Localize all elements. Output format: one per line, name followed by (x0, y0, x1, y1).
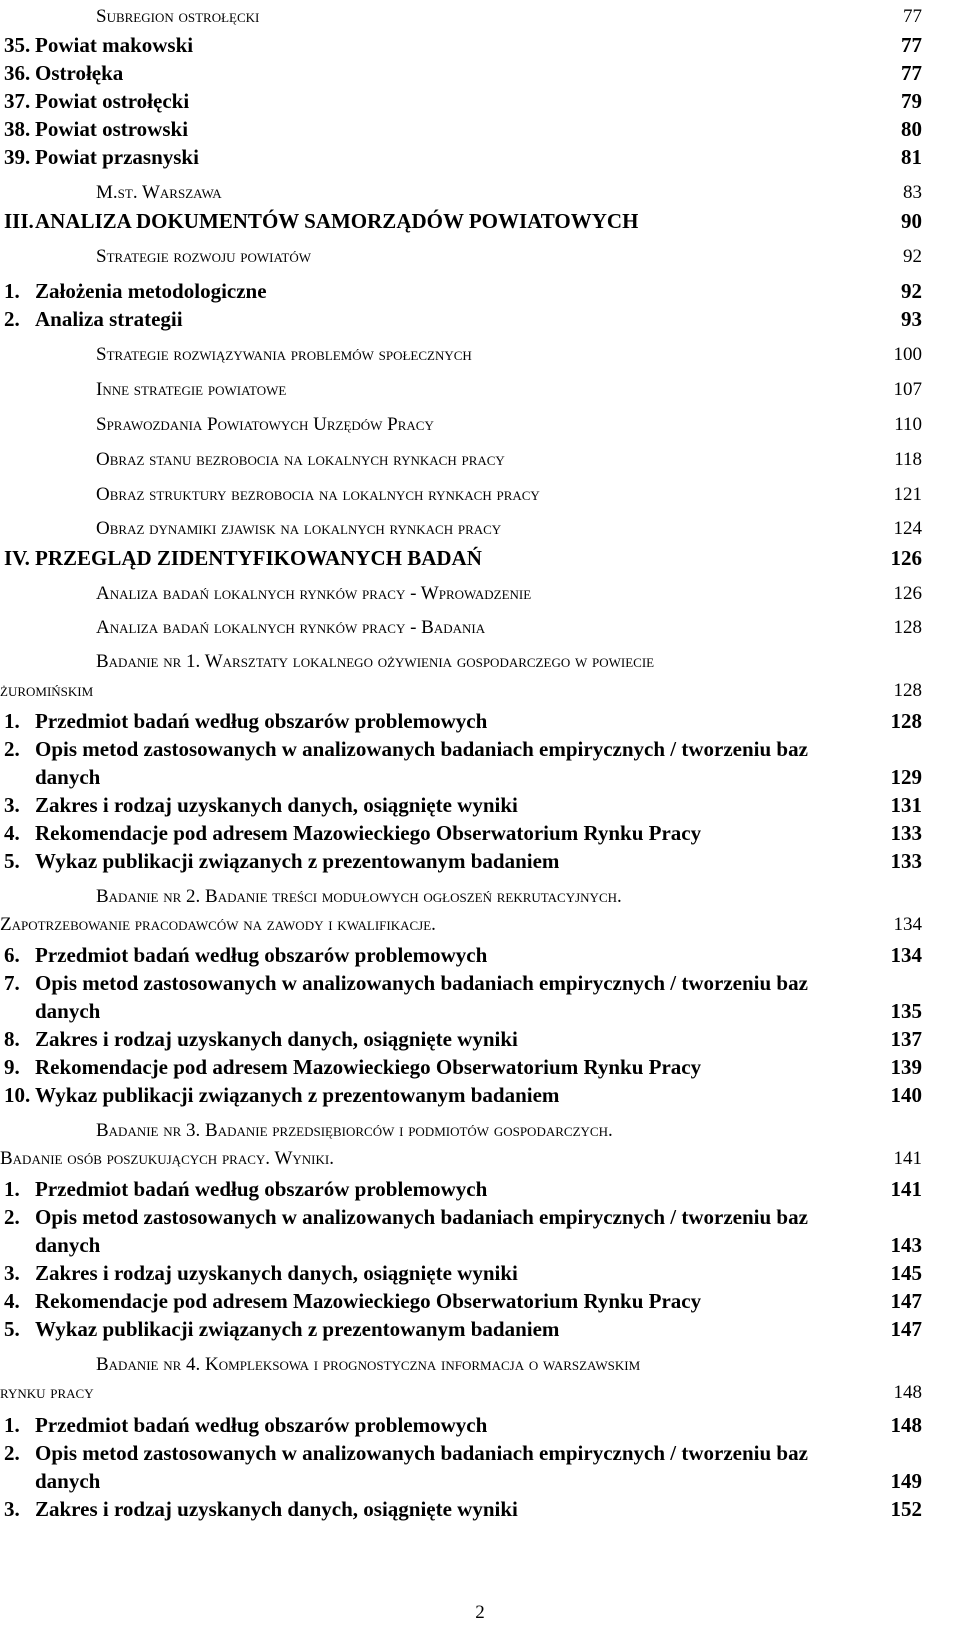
toc-entry-title: Założenia metodologiczne (35, 279, 267, 303)
toc-entry-number: IV. (4, 546, 30, 570)
toc-entry-title: Opis metod zastosowanych w analizowanych badaniach empirycznych / tworzeniu baz (35, 1441, 808, 1465)
toc-entry-title: ANALIZA DOKUMENTÓW SAMORZĄDÓW POWIATOWYCH (35, 209, 639, 233)
toc-entry[interactable] (0, 940, 960, 968)
toc-entry-page: 126 (893, 583, 922, 604)
toc-entry[interactable] (0, 1142, 960, 1170)
toc-entry[interactable] (0, 276, 960, 304)
toc-entry-title: Strategie rozwoju powiatów (96, 246, 312, 267)
toc-entry-title: rynku pracy (0, 1382, 94, 1403)
toc-entry[interactable] (0, 674, 960, 702)
toc-entry-title: Badanie osób poszukujących pracy. Wyniki. (0, 1148, 334, 1169)
toc-entry-page: 83 (903, 182, 922, 203)
toc-entry-title: Przedmiot badań według obszarów problemowych (35, 1413, 488, 1437)
toc-entry[interactable] (0, 1114, 960, 1142)
toc-entry-number: 5. (4, 1317, 20, 1341)
toc-entry-title: Opis metod zastosowanych w analizowanych badaniach empirycznych / tworzeniu baz (35, 1205, 808, 1229)
toc-entry[interactable] (0, 240, 960, 268)
toc-entry[interactable] (0, 478, 960, 506)
toc-entry[interactable] (0, 373, 960, 401)
toc-entry-page: 93 (901, 307, 922, 331)
toc-entry-number: 2. (4, 1441, 20, 1465)
toc-entry[interactable] (0, 1376, 960, 1404)
toc-entry-page: 121 (893, 484, 922, 505)
toc-entry-page: 134 (890, 943, 922, 967)
toc-entry-page: 79 (901, 89, 922, 113)
toc-entry[interactable] (0, 1466, 960, 1494)
toc-entry[interactable] (0, 734, 960, 762)
toc-entry-title: Zakres i rodzaj uzyskanych danych, osiągnięte wyniki (35, 793, 518, 817)
toc-entry[interactable] (0, 30, 960, 58)
toc-entry-title: żuromińskim (0, 680, 94, 701)
toc-entry-page: 141 (893, 1148, 922, 1169)
toc-entry-number: 2. (4, 307, 20, 331)
toc-entry[interactable] (0, 706, 960, 734)
toc-entry-page: 118 (894, 449, 922, 470)
toc-entry-title: Przedmiot badań według obszarów problemowych (35, 943, 488, 967)
toc-entry[interactable] (0, 577, 960, 605)
toc-entry[interactable] (0, 443, 960, 471)
toc-entry-number: 3. (4, 793, 20, 817)
toc-entry-number: 1. (4, 1413, 20, 1437)
toc-entry-page: 107 (893, 379, 922, 400)
toc-entry-page: 92 (901, 279, 922, 303)
toc-entry[interactable] (0, 512, 960, 540)
toc-entry[interactable] (0, 762, 960, 790)
toc-entry-title: Inne strategie powiatowe (96, 379, 287, 400)
toc-entry[interactable] (0, 1438, 960, 1466)
page-number-footer: 2 (475, 1602, 485, 1623)
toc-entry-number: 1. (4, 1177, 20, 1201)
toc-entry-title: M.st. Warszawa (96, 182, 222, 203)
toc-entry-title: Badanie nr 1. Warsztaty lokalnego ożywienia gospodarczego w powiecie (96, 651, 655, 672)
toc-entry-page: 148 (893, 1382, 922, 1403)
toc-entry-title: Powiat ostrołęcki (35, 89, 190, 113)
toc-entry[interactable] (0, 1174, 960, 1202)
toc-entry-page: 128 (890, 709, 922, 733)
toc-entry[interactable] (0, 996, 960, 1024)
toc-entry-page: 145 (890, 1261, 922, 1285)
toc-entry-title: Opis metod zastosowanych w analizowanych badaniach empirycznych / tworzeniu baz (35, 737, 808, 761)
toc-entry-title: Powiat przasnyski (35, 145, 199, 169)
toc-entry-number: 35. (4, 33, 31, 57)
toc-entry-title: Rekomendacje pod adresem Mazowieckiego Obserwatorium Rynku Pracy (35, 821, 702, 845)
toc-entry-page: 131 (890, 793, 922, 817)
toc-entry-title: Zakres i rodzaj uzyskanych danych, osiągnięte wyniki (35, 1261, 518, 1285)
toc-entry-title: Badanie nr 3. Badanie przedsiębiorców i podmiotów gospodarczych. (96, 1120, 613, 1141)
toc-entry-title: Strategie rozwiązywania problemów społecznych (96, 344, 472, 365)
toc-entry-title: Obraz stanu bezrobocia na lokalnych rynkach pracy (96, 449, 505, 470)
toc-entry-number: III. (4, 209, 34, 233)
toc-entry[interactable] (0, 114, 960, 142)
toc-entry[interactable] (0, 408, 960, 436)
toc-entry-title: Zapotrzebowanie pracodawców na zawody i kwalifikacje. (0, 914, 436, 935)
toc-entry-number: 1. (4, 709, 20, 733)
toc-entry-number: 8. (4, 1027, 20, 1051)
toc-entry-title: danych (35, 1233, 101, 1257)
toc-entry-title: danych (35, 999, 101, 1023)
toc-entry[interactable] (0, 790, 960, 818)
toc-entry-number: 3. (4, 1497, 20, 1521)
toc-entry[interactable] (0, 1230, 960, 1258)
toc-entry-title: Subregion ostrołęcki (96, 6, 260, 27)
toc-entry-title: PRZEGLĄD ZIDENTYFIKOWANYCH BADAŃ (35, 546, 482, 570)
toc-entry-number: 3. (4, 1261, 20, 1285)
toc-entry-number: 39. (4, 145, 31, 169)
toc-entry-page: 77 (901, 33, 922, 57)
toc-entry-page: 148 (890, 1413, 922, 1437)
toc-entry-title: Zakres i rodzaj uzyskanych danych, osiągnięte wyniki (35, 1027, 518, 1051)
toc-entry[interactable] (0, 880, 960, 908)
toc-entry[interactable] (0, 1258, 960, 1286)
toc-entry[interactable] (0, 1314, 960, 1342)
toc-entry-page: 92 (903, 246, 922, 267)
toc-entry[interactable] (0, 58, 960, 86)
toc-entry-page: 100 (893, 344, 922, 365)
toc-entry-page: 133 (890, 821, 922, 845)
toc-entry-title: Sprawozdania Powiatowych Urzędów Pracy (96, 414, 434, 435)
toc-entry-title: Wykaz publikacji związanych z prezentowanym badaniem (35, 1083, 560, 1107)
toc-entry-page: 110 (894, 414, 922, 435)
toc-entry-title: Rekomendacje pod adresem Mazowieckiego Obserwatorium Rynku Pracy (35, 1289, 702, 1313)
toc-entry[interactable] (0, 86, 960, 114)
toc-entry-page: 140 (890, 1083, 922, 1107)
toc-entry-page: 149 (890, 1469, 922, 1493)
toc-entry-title: Opis metod zastosowanych w analizowanych badaniach empirycznych / tworzeniu baz (35, 971, 808, 995)
toc-entry-number: 4. (4, 821, 20, 845)
toc-entry-page: 134 (893, 914, 922, 935)
toc-entry-page: 80 (901, 117, 922, 141)
toc-entry-page: 77 (901, 61, 922, 85)
toc-entry-page: 129 (890, 765, 922, 789)
toc-entry-number: 10. (4, 1083, 31, 1107)
toc-entry[interactable] (0, 543, 960, 571)
toc-entry[interactable] (0, 176, 960, 204)
toc-entry-page: 141 (890, 1177, 922, 1201)
toc-entry-number: 38. (4, 117, 31, 141)
toc-entry[interactable] (0, 1080, 960, 1108)
toc-entry-page: 77 (903, 6, 922, 27)
toc-entry-title: Obraz struktury bezrobocia na lokalnych rynkach pracy (96, 484, 540, 505)
toc-entry-number: 9. (4, 1055, 20, 1079)
toc-entry-title: Wykaz publikacji związanych z prezentowanym badaniem (35, 1317, 560, 1341)
toc-entry[interactable] (0, 338, 960, 366)
toc-entry-title: Obraz dynamiki zjawisk na lokalnych rynkach pracy (96, 518, 502, 539)
toc-entry-title: Wykaz publikacji związanych z prezentowanym badaniem (35, 849, 560, 873)
toc-entry-number: 36. (4, 61, 31, 85)
toc-entry[interactable] (0, 304, 960, 332)
toc-entry[interactable] (0, 908, 960, 936)
toc-entry[interactable] (0, 1024, 960, 1052)
toc-entry-title: Powiat makowski (35, 33, 194, 57)
toc-entry-title: Rekomendacje pod adresem Mazowieckiego Obserwatorium Rynku Pracy (35, 1055, 702, 1079)
toc-entry[interactable] (0, 818, 960, 846)
toc-entry-title: Zakres i rodzaj uzyskanych danych, osiągnięte wyniki (35, 1497, 518, 1521)
toc-entry-title: Powiat ostrowski (35, 117, 189, 141)
toc-entry-title: Analiza badań lokalnych rynków pracy - Wprowadzenie (96, 583, 532, 604)
toc-entry-title: danych (35, 1469, 101, 1493)
toc-entry-page: 143 (890, 1233, 922, 1257)
toc-entry-page: 128 (893, 680, 922, 701)
toc-entry-page: 124 (893, 518, 922, 539)
toc-entry-title: Ostrołęka (35, 61, 124, 85)
toc-entry[interactable] (0, 0, 960, 28)
toc-entry[interactable] (0, 206, 960, 234)
toc-entry-number: 2. (4, 1205, 20, 1229)
toc-entry[interactable] (0, 1286, 960, 1314)
toc-entry[interactable] (0, 968, 960, 996)
toc-entry-number: 1. (4, 279, 20, 303)
toc-entry-page: 90 (901, 209, 922, 233)
toc-entry[interactable] (0, 611, 960, 639)
toc-entry-page: 128 (893, 617, 922, 638)
toc-entry[interactable] (0, 645, 960, 673)
toc-entry[interactable] (0, 1348, 960, 1376)
toc-entry-page: 139 (890, 1055, 922, 1079)
toc-entry[interactable] (0, 1202, 960, 1230)
toc-entry-title: danych (35, 765, 101, 789)
toc-entry[interactable] (0, 1052, 960, 1080)
toc-entry[interactable] (0, 1494, 960, 1522)
toc-entry-page: 126 (890, 546, 922, 570)
toc-entry-page: 147 (890, 1289, 922, 1313)
toc-entry-page: 81 (901, 145, 922, 169)
toc-entry-title: Analiza strategii (35, 307, 183, 331)
toc-entry-title: Analiza badań lokalnych rynków pracy - Badania (96, 617, 486, 638)
toc-entry[interactable] (0, 846, 960, 874)
toc-entry-number: 5. (4, 849, 20, 873)
toc-entry-title: Badanie nr 2. Badanie treści modułowych ogłoszeń rekrutacyjnych. (96, 886, 622, 907)
toc-entry[interactable] (0, 1410, 960, 1438)
toc-entry[interactable] (0, 142, 960, 170)
toc-entry-title: Badanie nr 4. Kompleksowa i prognostyczna informacja o warszawskim (96, 1354, 641, 1375)
toc-entry-title: Przedmiot badań według obszarów problemowych (35, 1177, 488, 1201)
toc-entry-number: 37. (4, 89, 31, 113)
toc-entry-page: 137 (890, 1027, 922, 1051)
toc-entry-number: 6. (4, 943, 20, 967)
toc-entry-page: 147 (890, 1317, 922, 1341)
toc-entry-number: 2. (4, 737, 20, 761)
toc-entry-page: 135 (890, 999, 922, 1023)
toc-entry-title: Przedmiot badań według obszarów problemowych (35, 709, 488, 733)
toc-entry-number: 4. (4, 1289, 20, 1313)
toc-entry-page: 133 (890, 849, 922, 873)
toc-entry-page: 152 (890, 1497, 922, 1521)
toc-entry-number: 7. (4, 971, 20, 995)
